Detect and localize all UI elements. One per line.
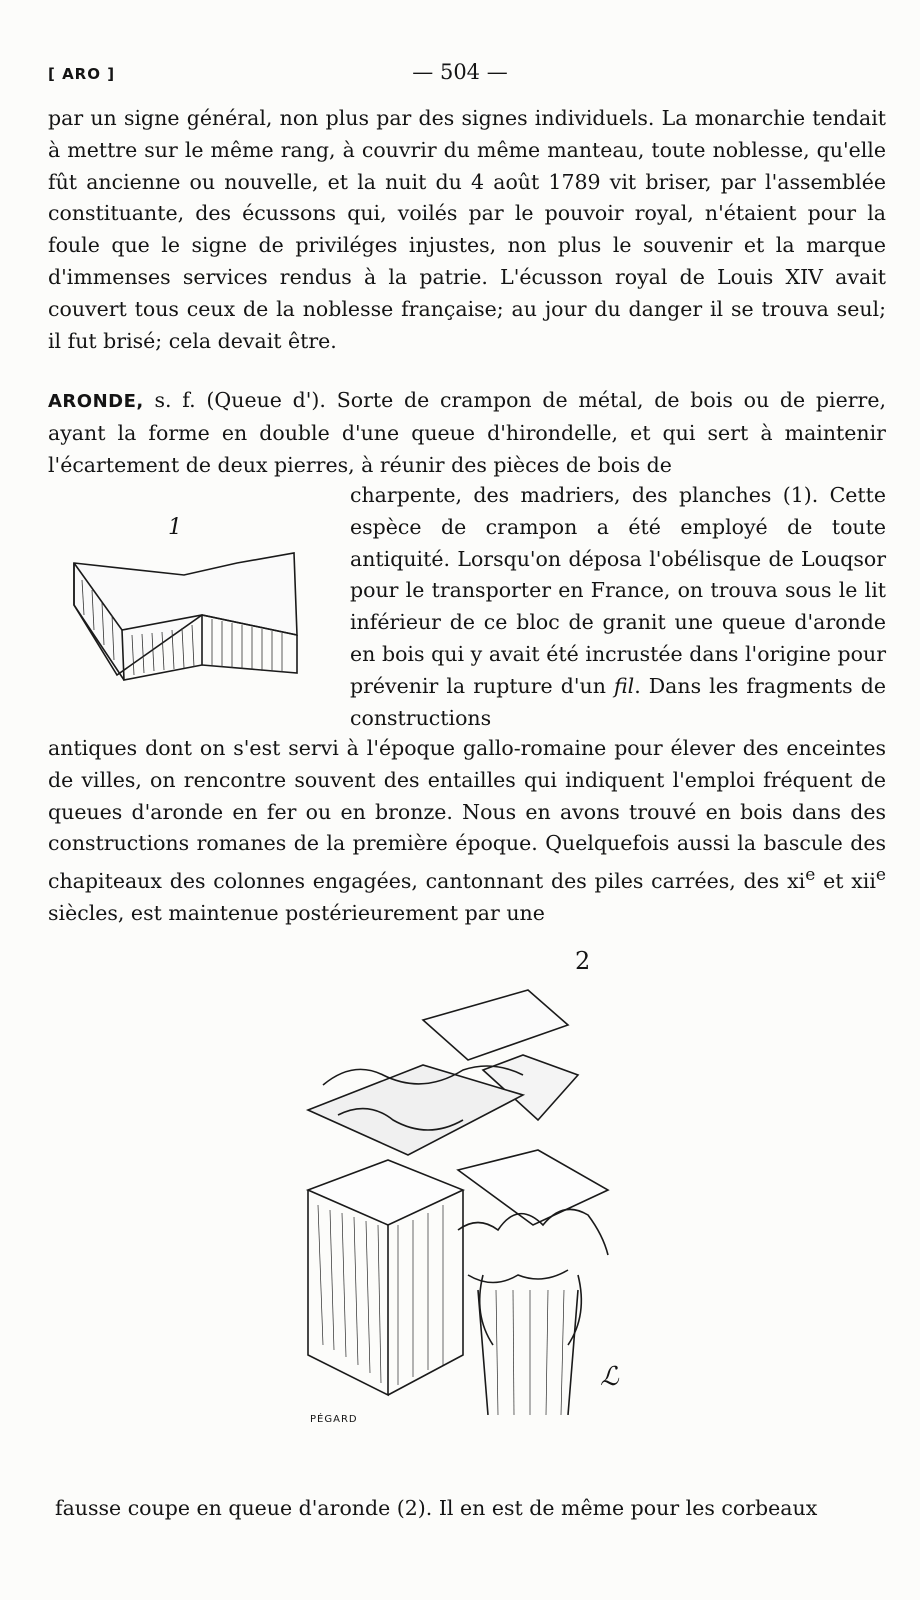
running-head: [ ARO ]	[48, 65, 116, 83]
monogram: ℒ	[600, 1362, 619, 1392]
paragraph-1: par un signe général, non plus par des signes individuels. La monarchie tendait à mettre sur le même rang, à couvrir du même manteau, toute noblesse, qu'elle fût ancienne ou nouvelle, et la nuit du 4 août 1789 vit briser, par l'assemblée constituante, des écussons qui, voilés par le pouvoir royal, n'étaient pour la foule que le signe de priviléges injustes, non plus le souvenir et la marque d'immenses services rendus à la patrie. L'écusson royal de Louis XIV avait couvert tous ceux de la noblesse française; au jour du danger il se trouva seul; il fut brisé; cela devait être.	[48, 106, 886, 353]
figure-2-capital-illustration	[268, 945, 668, 1415]
figure-1-number: 1	[168, 515, 182, 540]
paragraph-aronde-continued: charpente, des madriers, des planches (1). Cette espèce de crampon a été employé de toute antiquité. Lorsqu'on déposa l'obélisque de Louqsor pour le transporter en France, on trouva sous le lit inférieur de ce bloc de granit une queue d'aronde en bois qui y avait été incrustée dans l'origine pour prévenir la rupture d'un fil. Dans les fragments de constructions	[350, 483, 886, 730]
paragraph-3: antiques dont on s'est servi à l'époque gallo-romaine pour élever des enceintes de villes, on rencontre souvent des entailles qui indiquent l'emploi fréquent de queues d'aronde en fer ou en bronze. Nous en avons trouvé en bois dans des constructions romanes de la première époque. Quelquefois aussi la bascule des chapiteaux des colonnes engagées, cantonnant des piles carrées, des $xi^e$ et xii$^e$ siècles, est maintenue postérieurement par une	[48, 736, 886, 925]
entry-text: s. f. (Queue d'). Sorte de crampon de métal, de bois ou de pierre, ayant la forme en double d'une queue d'hirondelle, et qui sert à maintenir l'écartement de deux pierres, à réunir des pièces de bois de	[48, 388, 886, 477]
paragraph-4: fausse coupe en queue d'aronde (2). Il en est de même pour les corbeaux	[55, 1496, 818, 1520]
page-number: — 504 —	[412, 60, 508, 84]
italic-word: fil	[613, 673, 635, 698]
illustrator-signature: PÉGARD	[310, 1414, 358, 1425]
entry-headword: ARONDE,	[48, 391, 144, 412]
figure-1-dovetail-illustration	[62, 545, 332, 695]
figure-2-number: 2	[575, 947, 591, 975]
paragraph-aronde	[48, 385, 886, 481]
